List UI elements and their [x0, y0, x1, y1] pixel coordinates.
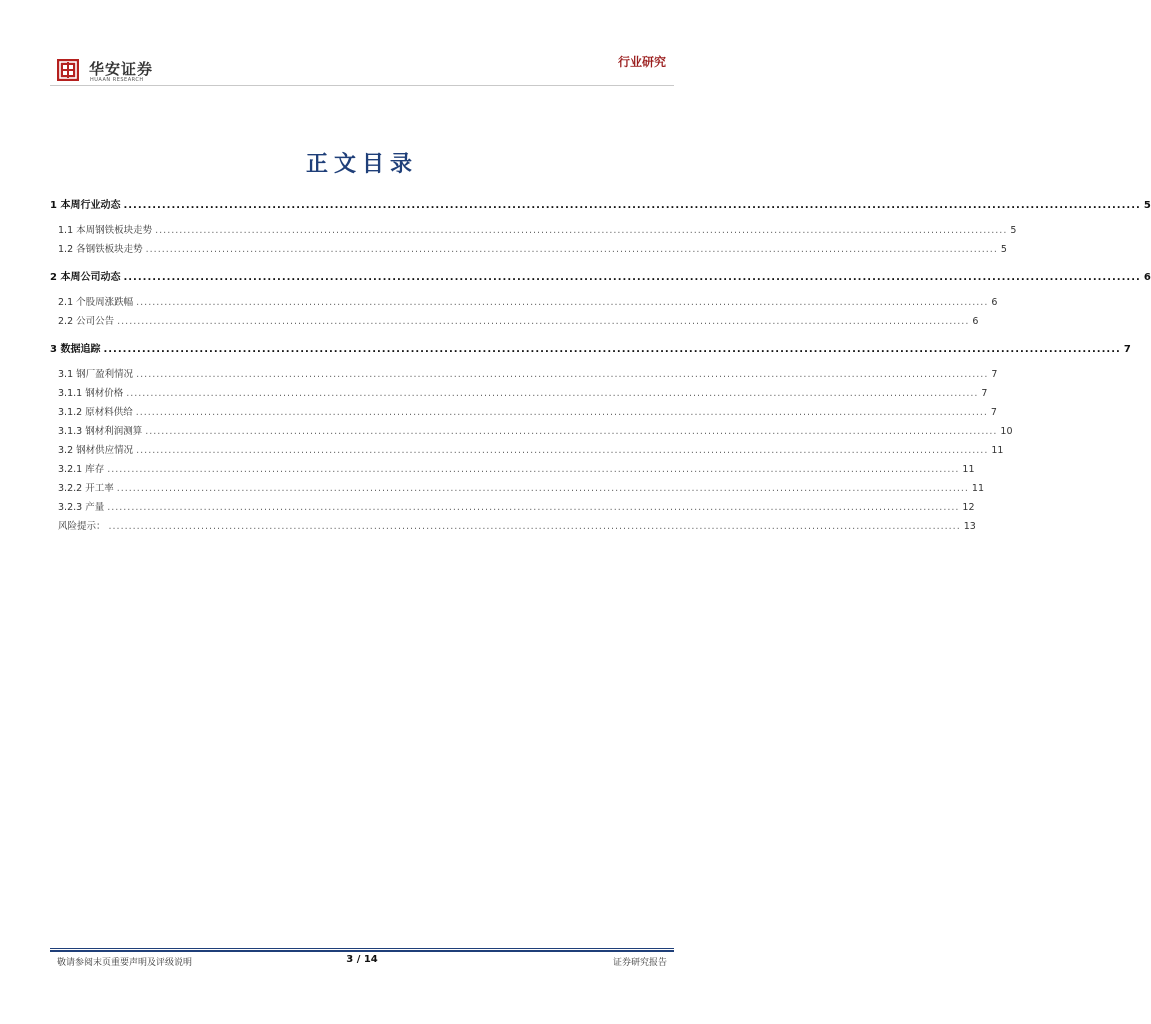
toc-leader-dots: ....................................................................................................................................................................................................................: [117, 316, 970, 327]
page-header: [0, 0, 724, 90]
toc-entry-title: 3.2.3 产量: [58, 502, 105, 513]
toc-entry-page: 12: [962, 502, 975, 513]
toc-entry-title: 3.1.2 原材料供给: [58, 407, 133, 418]
toc-entry-title: 1.2 各钢铁板块走势: [58, 244, 143, 255]
toc-entry-page: 7: [981, 388, 988, 399]
toc-entry-page: 5: [1010, 225, 1017, 236]
toc-leader-dots: ....................................................................................................................................................................................................................: [126, 388, 979, 399]
toc-entry[interactable]: [50, 366, 998, 386]
toc-entry-section-3[interactable]: [50, 340, 1131, 360]
toc-entry-title: 风险提示：: [58, 521, 106, 532]
toc-entry-page: 11: [991, 445, 1004, 456]
footer-divider: [50, 948, 674, 949]
toc-entry[interactable]: [50, 442, 1004, 462]
toc-leader-dots: ....................................................................................................................................................................................................................: [136, 297, 989, 308]
toc-entry-title: 3.1.3 钢材利润测算: [58, 426, 143, 437]
toc-entry[interactable]: [50, 499, 975, 519]
toc-entry-title: 1.1 本周钢铁板块走势: [58, 225, 153, 236]
toc-entry-page: 6: [991, 297, 998, 308]
footer-divider-thick: [50, 950, 674, 952]
footer-disclaimer: 敬请参阅末页重要声明及评级说明: [57, 958, 193, 968]
toc-leader-dots: ....................................................................................................................................................................................................................: [123, 272, 1141, 283]
toc-leader-dots: ....................................................................................................................................................................................................................: [107, 502, 960, 513]
toc-entry-title: 2.1 个股周涨跌幅: [58, 297, 134, 308]
toc-entry-title: 3.2.1 库存: [58, 464, 105, 475]
footer-report-label: 证券研究报告: [612, 958, 667, 968]
toc-entry[interactable]: [50, 404, 997, 424]
toc-entry-risk[interactable]: [50, 518, 976, 538]
page-number: 3 / 14: [346, 954, 378, 965]
toc-leader-dots: ....................................................................................................................................................................................................................: [108, 521, 961, 532]
toc-leader-dots: ....................................................................................................................................................................................................................: [135, 407, 988, 418]
toc-leader-dots: ....................................................................................................................................................................................................................: [136, 445, 989, 456]
header-divider: [50, 85, 674, 86]
toc-entry-page: 13: [963, 521, 976, 532]
brand-subtitle: HUAAN RESEARCH: [90, 77, 144, 83]
toc-entry-section-1[interactable]: [50, 196, 1151, 216]
toc-entry[interactable]: [50, 241, 1007, 261]
toc-leader-dots: ....................................................................................................................................................................................................................: [145, 426, 998, 437]
toc-entry-page: 5: [1000, 244, 1007, 255]
toc-leader-dots: ....................................................................................................................................................................................................................: [107, 464, 960, 475]
toc-entry-page: 6: [1143, 272, 1151, 283]
toc-leader-dots: ....................................................................................................................................................................................................................: [145, 244, 998, 255]
toc-entry[interactable]: [50, 385, 988, 405]
toc-entry[interactable]: [50, 313, 979, 333]
toc-entry[interactable]: [50, 222, 1017, 242]
toc-entry-title: 2 本周公司动态: [50, 272, 121, 283]
toc-entry-page: 11: [971, 483, 984, 494]
toc-entry-page: 10: [1000, 426, 1013, 437]
toc-entry[interactable]: [50, 461, 975, 481]
toc-leader-dots: ....................................................................................................................................................................................................................: [116, 483, 969, 494]
toc-leader-dots: ....................................................................................................................................................................................................................: [155, 225, 1008, 236]
toc-title: 正文目录: [305, 152, 418, 177]
toc-entry-title: 3 数据追踪: [50, 344, 101, 355]
toc-entry-title: 3.1 钢厂盈利情况: [58, 369, 134, 380]
report-type-label: 行业研究: [617, 55, 666, 69]
toc-entry-page: 11: [962, 464, 975, 475]
toc-entry[interactable]: [50, 423, 1013, 443]
toc-entry-page: 7: [991, 369, 998, 380]
toc-entry-title: 3.1.1 钢材价格: [58, 388, 124, 399]
toc-leader-dots: ....................................................................................................................................................................................................................: [123, 200, 1141, 211]
toc-entry-page: 6: [972, 316, 979, 327]
toc-entry-page: 7: [1123, 344, 1131, 355]
brand-name: 华安证券: [89, 60, 154, 78]
toc-leader-dots: ....................................................................................................................................................................................................................: [136, 369, 989, 380]
toc-entry-title: 3.2.2 开工率: [58, 483, 114, 494]
toc-entry[interactable]: [50, 480, 984, 500]
toc-entry-title: 1 本周行业动态: [50, 200, 121, 211]
toc-entry-section-2[interactable]: [50, 268, 1151, 288]
toc-entry-page: 7: [990, 407, 997, 418]
toc-entry-title: 2.2 公司公告: [58, 316, 115, 327]
toc-entry-title: 3.2 钢材供应情况: [58, 445, 134, 456]
toc-leader-dots: ....................................................................................................................................................................................................................: [103, 344, 1121, 355]
huaan-logo-icon: [57, 59, 79, 81]
toc-entry[interactable]: [50, 294, 998, 314]
toc-entry-page: 5: [1143, 200, 1151, 211]
